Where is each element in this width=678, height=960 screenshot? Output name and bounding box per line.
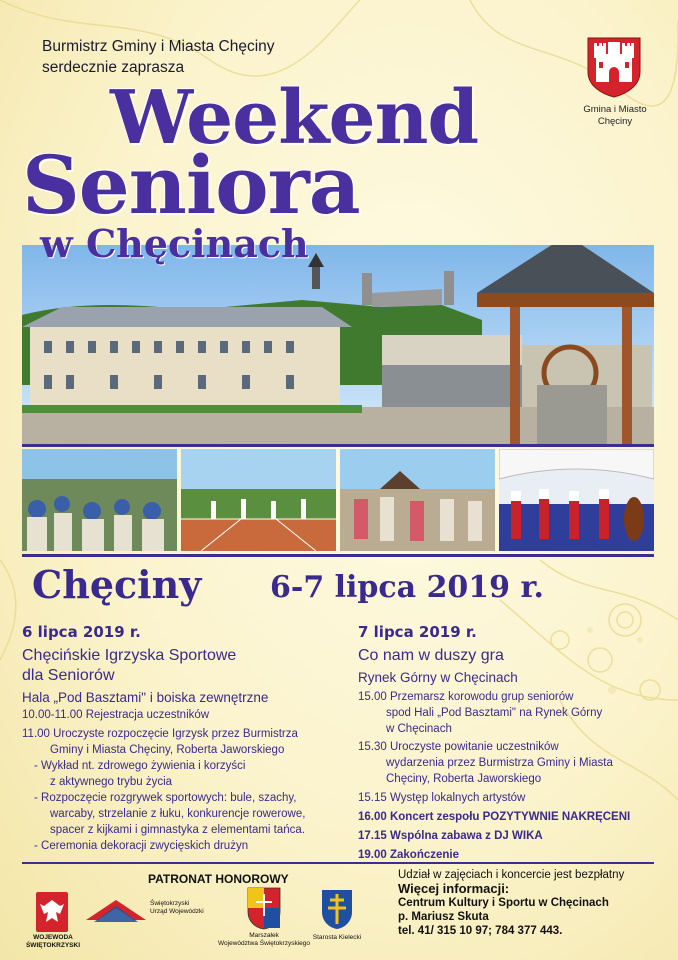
day1-event-line-2: dla Seniorów xyxy=(22,667,115,684)
day1-venue: Hala „Pod Basztami" i boiska zewnętrzne xyxy=(22,690,269,705)
urzad-wojewodzki-logo-icon xyxy=(86,898,146,922)
photo-dancing-seniors xyxy=(340,449,495,551)
photo-strip xyxy=(22,449,654,551)
day2-schedule-item: spod Hali „Pod Basztami" na Rynek Górny xyxy=(386,706,603,719)
logo3-caption-line-2: Województwa Świętokrzyskiego xyxy=(218,940,310,947)
patronage-title: PATRONAT HONOROWY xyxy=(148,872,289,886)
info-more-label: Więcej informacji: xyxy=(398,881,510,896)
main-photo-town-square xyxy=(22,245,654,445)
logo2-caption-line-2: Urząd Wojewódzki xyxy=(150,908,204,915)
info-phone: tel. 41/ 315 10 97; 784 377 443. xyxy=(398,925,563,937)
day2-schedule-item: 15.00 Przemarsz korowodu grup seniorów xyxy=(358,690,574,703)
day2-schedule-item: 17.15 Wspólna zabawa z DJ WIKA xyxy=(358,829,543,842)
day2-schedule-item: 15.30 Uroczyste powitanie uczestników xyxy=(358,740,559,753)
day2-schedule-item: 16.00 Koncert zespołu POZYTYWNIE NAKRĘCENI xyxy=(358,810,631,823)
day2-event: Co nam w duszy gra xyxy=(358,647,504,664)
divider-middle xyxy=(22,554,654,557)
logo1-caption: WOJEWODA ŚWIĘTOKRZYSKI xyxy=(25,934,81,949)
title-weekend: Weekend xyxy=(110,75,479,161)
info-organizer: Centrum Kultury i Sportu w Chęcinach xyxy=(398,897,609,909)
inviter-line-2: serdecznie zaprasza xyxy=(42,59,185,76)
day2-schedule-item: w Chęcinach xyxy=(386,722,452,735)
info-contact-person: p. Mariusz Skuta xyxy=(398,911,489,923)
inviter-text xyxy=(42,36,275,78)
logo-caption-line-1: Gmina i Miasto xyxy=(583,104,647,115)
day1-schedule-item: 11.00 Uroczyste rozpoczęcie Igrzysk przez Burmistrza xyxy=(22,727,298,740)
day2-venue: Rynek Górny w Chęcinach xyxy=(358,670,518,685)
day2-program xyxy=(358,622,670,863)
day1-schedule-item: spacer z kijkami i gimnastyka z elementami tańca. xyxy=(50,823,306,836)
day2-schedule-item: Chęciny, Roberta Jaworskiego xyxy=(386,772,542,785)
day1-event-line-1: Chęcińskie Igrzyska Sportowe xyxy=(22,647,237,664)
logo-caption xyxy=(570,104,660,128)
contact-info xyxy=(398,868,624,938)
checiny-coat-of-arms-icon xyxy=(586,36,642,98)
logo3-caption-line-1: Marszałek xyxy=(249,932,279,939)
divider-top xyxy=(22,444,654,447)
headline-city: Chęciny xyxy=(32,562,202,607)
photo-sports-field xyxy=(181,449,336,551)
title-location: w Chęcinach xyxy=(40,221,309,266)
day2-schedule-item: 19.00 Zakończenie xyxy=(358,848,459,861)
day2-schedule-item: 15.15 Występ lokalnych artystów xyxy=(358,791,526,804)
logo2-caption-line-1: Świętokrzyski xyxy=(150,900,190,907)
polish-eagle-icon xyxy=(30,890,74,934)
day1-schedule-item: 10.00-11.00 Rejestracja uczestników xyxy=(22,708,210,721)
info-free-entry: Udział w zajęciach i koncercie jest bezpłatny xyxy=(398,869,625,881)
day1-schedule-item: warcaby, strzelanie z łuku, konkurencje rowerowe, xyxy=(50,807,306,820)
day1-program xyxy=(22,622,352,854)
day1-schedule-item: - Ceremonia dekoracji zwycięskich drużyn xyxy=(34,839,249,852)
day1-date: 6 lipca 2019 r. xyxy=(22,623,141,641)
day1-schedule-item: z aktywnego trybu życia xyxy=(50,775,173,788)
inviter-line-1: Burmistrz Gminy i Miasta Chęciny xyxy=(42,38,275,55)
kielce-county-cross-icon xyxy=(320,888,354,930)
day1-schedule-item: - Rozpoczęcie rozgrywek sportowych: bule, szachy, xyxy=(34,791,297,804)
voivodeship-coat-of-arms-icon xyxy=(246,886,282,930)
photo-crowd-outdoor xyxy=(22,449,177,551)
divider-bottom xyxy=(22,862,654,864)
logo-caption-line-2: Chęciny xyxy=(597,116,633,127)
day1-schedule-item: - Wykład nt. zdrowego żywienia i korzyści xyxy=(34,759,246,772)
day2-schedule-item: wydarzenia przez Burmistrza Gminy i Miasta xyxy=(386,756,613,769)
logo4-caption: Starosta Kielecki xyxy=(312,934,362,941)
logo2-caption xyxy=(150,900,220,916)
day1-schedule-item: Gminy i Miasta Chęciny, Roberta Jaworskiego xyxy=(50,743,285,756)
title-seniora: Seniora xyxy=(22,138,360,232)
photo-folk-band-stage xyxy=(499,449,654,551)
day2-date: 7 lipca 2019 r. xyxy=(358,623,477,641)
headline-dates: 6-7 lipca 2019 r. xyxy=(270,570,544,605)
